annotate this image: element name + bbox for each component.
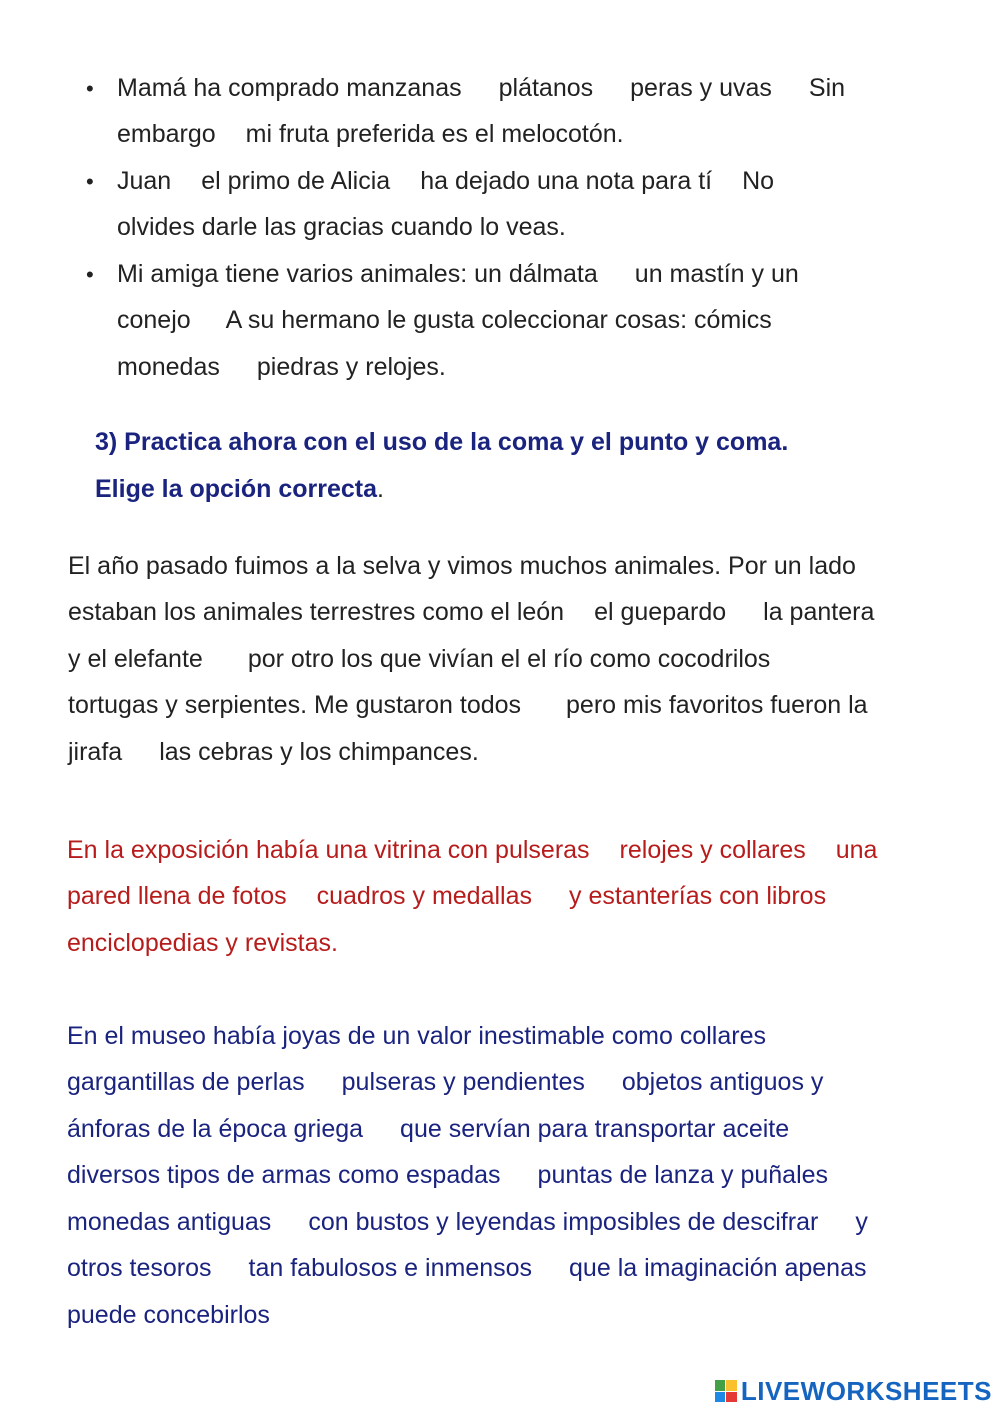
bullet-3-line-1: Mi amiga tiene varios animales: un dálmata un mastín y un [117, 260, 799, 288]
exercise-heading-line-2: Elige la opción correcta. [95, 475, 384, 503]
blank-gap[interactable] [521, 694, 566, 718]
para-3-line-3: ánforas de la época griega que servían para transportar aceite [67, 1115, 790, 1143]
para-3-line-6: otros tesoros tan fabulosos e inmensos que la imaginación apenas [67, 1254, 867, 1282]
blank-gap[interactable] [598, 263, 635, 287]
blank-gap[interactable] [191, 309, 226, 333]
blank-gap[interactable] [564, 601, 594, 625]
blank-gap[interactable] [532, 885, 569, 909]
para-1-line-4: tortugas y serpientes. Me gustaron todos pero mis favoritos fueron la [68, 691, 868, 719]
para-1-line-2: estaban los animales terrestres como el león el guepardo la pantera [68, 598, 875, 626]
bullet-3-line-2: conejo A su hermano le gusta coleccionar cosas: cómics [117, 306, 772, 334]
blank-gap[interactable] [203, 648, 248, 672]
bullet-marker: • [86, 169, 94, 194]
exercise-heading-line-1: 3) Practica ahora con el uso de la coma y el punto y coma. [95, 428, 789, 456]
para-3-line-2: gargantillas de perlas pulseras y pendientes objetos antiguos y [67, 1068, 824, 1096]
para-3-line-4: diversos tipos de armas como espadas puntas de lanza y puñales [67, 1161, 829, 1189]
bullet-3-line-3: monedas piedras y relojes. [117, 353, 446, 381]
bullet-1-line-1: Mamá ha comprado manzanas plátanos peras y uvas Sin [117, 74, 846, 102]
para-1-line-5: jirafa las cebras y los chimpances. [68, 738, 479, 766]
para-2-line-3: enciclopedias y revistas. [67, 929, 338, 957]
blank-gap[interactable] [593, 77, 630, 101]
blank-gap[interactable] [212, 1257, 249, 1281]
para-1-line-3: y el elefante por otro los que vivían el el río como cocodrilos [68, 645, 771, 673]
blank-gap[interactable] [287, 885, 317, 909]
blank-gap[interactable] [772, 77, 809, 101]
para-3-line-1: En el museo había joyas de un valor inestimable como collares [67, 1022, 766, 1050]
blank-gap[interactable] [390, 170, 420, 194]
blank-gap[interactable] [271, 1211, 308, 1235]
liveworksheets-logo [715, 1377, 992, 1405]
blank-gap[interactable] [726, 601, 763, 625]
blank-gap[interactable] [171, 170, 201, 194]
blank-gap[interactable] [806, 839, 836, 863]
blank-gap[interactable] [462, 77, 499, 101]
logo-text: LIVEWORKSHEETS [740, 1375, 992, 1406]
blank-gap[interactable] [712, 170, 742, 194]
blank-gap[interactable] [220, 356, 257, 380]
bullet-2-line-1: Juan el primo de Alicia ha dejado una nota para tí No [117, 167, 775, 195]
blank-gap[interactable] [532, 1257, 569, 1281]
para-1-line-1: El año pasado fuimos a la selva y vimos muchos animales. Por un lado [68, 552, 856, 580]
para-3-line-5: monedas antiguas con bustos y leyendas imposibles de descifrar y [67, 1208, 868, 1236]
blank-gap[interactable] [818, 1211, 855, 1235]
para-3-line-7: puede concebirlos [67, 1301, 270, 1329]
blank-gap[interactable] [501, 1164, 538, 1188]
bullet-1-line-2: embargo mi fruta preferida es el melocotón. [117, 120, 624, 148]
bullet-marker: • [86, 76, 94, 101]
blank-gap[interactable] [305, 1071, 342, 1095]
bullet-2-line-2: olvides darle las gracias cuando lo veas. [117, 213, 566, 241]
para-2-line-1: En la exposición había una vitrina con pulseras relojes y collares una [67, 836, 878, 864]
blank-gap[interactable] [216, 123, 246, 147]
logo-grid-icon [715, 1380, 737, 1402]
blank-gap[interactable] [122, 741, 159, 765]
blank-gap[interactable] [585, 1071, 622, 1095]
blank-gap[interactable] [363, 1118, 400, 1142]
blank-gap[interactable] [590, 839, 620, 863]
para-2-line-2: pared llena de fotos cuadros y medallas y estanterías con libros [67, 882, 827, 910]
bullet-marker: • [86, 262, 94, 287]
